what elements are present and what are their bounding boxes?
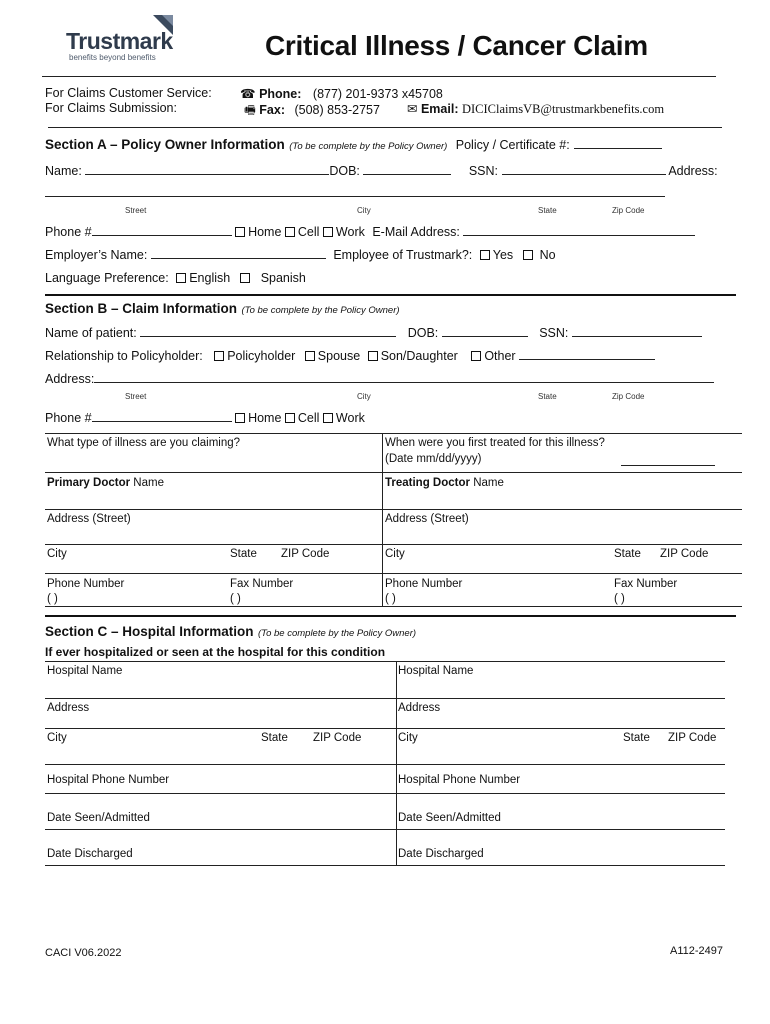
work-label: Work bbox=[335, 225, 365, 239]
treating-doctor-label: Treating Doctor bbox=[385, 477, 470, 489]
state-caption: State bbox=[538, 206, 557, 215]
section-c-subtitle: If ever hospitalized or seen at the hospital for this condition bbox=[45, 645, 386, 659]
service-label: For Claims Customer Service: bbox=[45, 86, 212, 100]
logo-tagline: benefits beyond benefits bbox=[69, 53, 156, 62]
section-a-title: Section A – Policy Owner Information bbox=[45, 137, 285, 152]
relationship-label: Relationship to Policyholder: bbox=[45, 349, 203, 363]
patient-dob-field[interactable] bbox=[442, 325, 528, 337]
treating-phone-field[interactable]: ( ) bbox=[385, 593, 396, 605]
zip-caption: Zip Code bbox=[612, 206, 645, 215]
phone-label: Phone # bbox=[45, 225, 92, 239]
patient-name-field[interactable] bbox=[140, 325, 396, 337]
yes-label: Yes bbox=[492, 248, 514, 262]
hospital-state-label-2: State bbox=[623, 732, 650, 744]
owner-email-field[interactable] bbox=[463, 224, 695, 236]
treating-phone-label: Phone Number bbox=[385, 578, 463, 590]
primary-phone-field[interactable]: ( ) bbox=[47, 593, 58, 605]
patient-address-label: Address: bbox=[45, 372, 95, 386]
language-label: Language Preference: bbox=[45, 271, 169, 285]
treating-fax-label: Fax Number bbox=[614, 578, 678, 590]
no-checkbox[interactable] bbox=[523, 250, 533, 260]
email-value[interactable]: DICIClaimsVB@trustmarkbenefits.com bbox=[461, 102, 665, 116]
hospital-name-label-2: Hospital Name bbox=[398, 665, 474, 677]
date-seen-label-2: Date Seen/Admitted bbox=[398, 812, 501, 824]
cell-label: Cell bbox=[297, 225, 320, 239]
city-caption: City bbox=[357, 392, 371, 401]
fax-icon: 🖷 bbox=[244, 103, 256, 117]
primary-zip-label: ZIP Code bbox=[281, 548, 330, 560]
owner-name-field[interactable] bbox=[85, 163, 329, 175]
home-label: Home bbox=[248, 411, 282, 425]
home-checkbox[interactable] bbox=[235, 227, 245, 237]
treating-city-label: City bbox=[385, 548, 405, 560]
treating-name-label: Name bbox=[473, 477, 504, 489]
policy-number-field[interactable] bbox=[574, 137, 662, 149]
section-divider bbox=[45, 615, 736, 617]
street-caption: Street bbox=[125, 206, 147, 215]
patient-phone-field[interactable] bbox=[92, 410, 232, 422]
treated-question: When were you first treated for this illness? bbox=[385, 437, 605, 449]
spanish-checkbox[interactable] bbox=[240, 273, 250, 283]
primary-name-label: Name bbox=[133, 477, 164, 489]
home-label: Home bbox=[248, 225, 282, 239]
phone-icon: ☎ bbox=[240, 87, 256, 101]
phone-value: (877) 201-9373 x45708 bbox=[312, 87, 443, 101]
yes-checkbox[interactable] bbox=[480, 250, 490, 260]
date-discharged-label-1: Date Discharged bbox=[47, 848, 133, 860]
policy-label: Policy / Certificate #: bbox=[455, 138, 570, 152]
treating-fax-field[interactable]: ( ) bbox=[614, 593, 625, 605]
english-label: English bbox=[189, 271, 231, 285]
patient-ssn-label: SSN: bbox=[539, 326, 569, 340]
dob-label: DOB: bbox=[329, 164, 360, 178]
work-checkbox[interactable] bbox=[323, 413, 333, 423]
spouse-checkbox[interactable] bbox=[305, 351, 315, 361]
email-icon: ✉ bbox=[407, 102, 418, 116]
treating-zip-label: ZIP Code bbox=[660, 548, 709, 560]
owner-phone-field[interactable] bbox=[92, 224, 232, 236]
home-checkbox[interactable] bbox=[235, 413, 245, 423]
section-divider bbox=[45, 294, 736, 296]
owner-ssn-field[interactable] bbox=[502, 163, 666, 175]
section-c-title: Section C – Hospital Information bbox=[45, 624, 254, 639]
hospital-state-label-1: State bbox=[261, 732, 288, 744]
primary-doctor-label: Primary Doctor bbox=[47, 477, 131, 489]
treating-state-label: State bbox=[614, 548, 641, 560]
ssn-label: SSN: bbox=[468, 164, 499, 178]
primary-city-label: City bbox=[47, 548, 67, 560]
hospital-city-label-2: City bbox=[398, 732, 418, 744]
work-label: Work bbox=[335, 411, 365, 425]
section-b-note: (To be complete by the Policy Owner) bbox=[241, 305, 400, 316]
other-relationship-field[interactable] bbox=[519, 348, 655, 360]
hospital-address-label-1: Address bbox=[47, 702, 90, 714]
divider bbox=[42, 76, 716, 77]
employer-label: Employer’s Name: bbox=[45, 248, 148, 262]
primary-fax-field[interactable]: ( ) bbox=[230, 593, 241, 605]
no-label: No bbox=[539, 248, 556, 262]
form-version: CACI V06.2022 bbox=[45, 947, 122, 959]
zip-caption: Zip Code bbox=[612, 392, 645, 401]
other-label: Other bbox=[484, 349, 516, 363]
logo-text: Trustmark bbox=[66, 28, 173, 54]
hospital-address-label-2: Address bbox=[398, 702, 441, 714]
city-caption: City bbox=[357, 206, 371, 215]
patient-ssn-field[interactable] bbox=[572, 325, 702, 337]
state-caption: State bbox=[538, 392, 557, 401]
primary-fax-label: Fax Number bbox=[230, 578, 294, 590]
submission-label: For Claims Submission: bbox=[45, 101, 177, 115]
hospital-name-label-1: Hospital Name bbox=[47, 665, 123, 677]
treated-date-field[interactable] bbox=[621, 465, 715, 466]
illness-question: What type of illness are you claiming? bbox=[47, 437, 241, 449]
work-checkbox[interactable] bbox=[323, 227, 333, 237]
policyholder-checkbox[interactable] bbox=[214, 351, 224, 361]
fax-label: Fax: bbox=[259, 103, 285, 117]
page-title: Critical Illness / Cancer Claim bbox=[265, 30, 648, 61]
other-checkbox[interactable] bbox=[471, 351, 481, 361]
patient-address-field[interactable] bbox=[94, 371, 714, 383]
section-b-title: Section B – Claim Information bbox=[45, 301, 238, 316]
cell-checkbox[interactable] bbox=[285, 227, 295, 237]
date-discharged-label-2: Date Discharged bbox=[398, 848, 484, 860]
hospital-city-label-1: City bbox=[47, 732, 67, 744]
street-caption: Street bbox=[125, 392, 147, 401]
english-checkbox[interactable] bbox=[176, 273, 186, 283]
section-a-note: (To be complete by the Policy Owner) bbox=[289, 141, 448, 152]
date-format: (Date mm/dd/yyyy) bbox=[385, 453, 482, 465]
spanish-label: Spanish bbox=[260, 271, 306, 285]
hospital-zip-label-1: ZIP Code bbox=[313, 732, 362, 744]
section-c-note: (To be complete by the Policy Owner) bbox=[257, 628, 417, 639]
divider bbox=[48, 127, 722, 128]
policyholder-label: Policyholder bbox=[227, 349, 296, 363]
phone-label: Phone: bbox=[259, 87, 302, 101]
address-label: Address: bbox=[668, 164, 718, 178]
cell-checkbox[interactable] bbox=[285, 413, 295, 423]
patient-label: Name of patient: bbox=[45, 326, 137, 340]
owner-address-field[interactable] bbox=[45, 196, 665, 197]
date-seen-label-1: Date Seen/Admitted bbox=[47, 812, 150, 824]
hospital-phone-label-1: Hospital Phone Number bbox=[47, 774, 170, 786]
owner-dob-field[interactable] bbox=[363, 163, 451, 175]
patient-dob-label: DOB: bbox=[407, 326, 439, 340]
email-label: Email: bbox=[420, 102, 459, 116]
hospital-zip-label-2: ZIP Code bbox=[668, 732, 717, 744]
primary-phone-label: Phone Number bbox=[47, 578, 125, 590]
son-daughter-label: Son/Daughter bbox=[380, 349, 458, 363]
name-label: Name: bbox=[45, 164, 82, 178]
treating-address-label: Address (Street) bbox=[385, 513, 469, 525]
patient-phone-label: Phone # bbox=[45, 411, 92, 425]
employee-question: Employee of Trustmark?: bbox=[333, 248, 473, 262]
employer-field[interactable] bbox=[151, 247, 326, 259]
hospital-phone-label-2: Hospital Phone Number bbox=[398, 774, 521, 786]
spouse-label: Spouse bbox=[317, 349, 361, 363]
fax-value: (508) 853-2757 bbox=[294, 103, 380, 117]
email-address-label: E-Mail Address: bbox=[372, 225, 460, 239]
primary-address-label: Address (Street) bbox=[47, 513, 131, 525]
form-number: A112-2497 bbox=[670, 945, 724, 957]
primary-state-label: State bbox=[230, 548, 257, 560]
cell-label: Cell bbox=[297, 411, 320, 425]
son-daughter-checkbox[interactable] bbox=[368, 351, 378, 361]
